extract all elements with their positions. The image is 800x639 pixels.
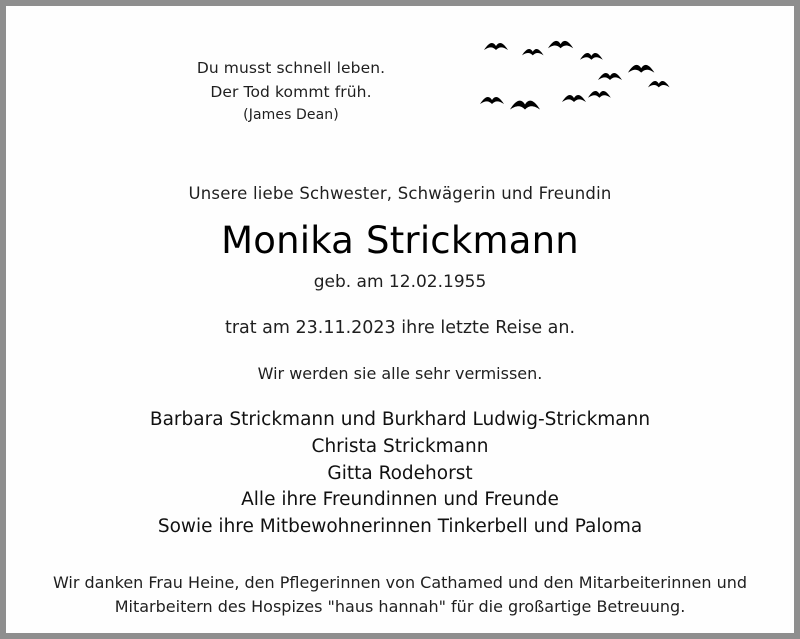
quote-attribution: (James Dean): [243, 107, 339, 124]
list-item: Alle ihre Freundinnen und Freunde: [241, 489, 559, 511]
obituary-inner: [6, 6, 794, 633]
missing-text: Wir werden sie alle sehr vermissen.: [257, 364, 543, 383]
flying-birds-flock-icon: [470, 30, 690, 150]
quote-block: [146, 56, 436, 127]
quote-line-1: Du musst schnell leben.: [196, 59, 386, 77]
list-item: Gitta Rodehorst: [327, 462, 473, 484]
list-item: Sowie ihre Mitbewohnerinnen Tinkerbell und Paloma: [157, 516, 643, 538]
passing-text: trat am 23.11.2023 ihre letzte Reise an.: [224, 318, 576, 338]
birth-date: geb. am 12.02.1955: [313, 272, 487, 292]
intro-text: Unsere liebe Schwester, Schwägerin und Freundin: [188, 184, 612, 203]
quote-line-2: Der Tod kommt früh.: [210, 83, 372, 102]
thanks-line-1: Wir danken Frau Heine, den Pflegerinnen von Cathamed und den Mitarbeiterinnen und: [52, 573, 748, 593]
mourners-list: [6, 407, 794, 541]
list-item: Christa Strickmann: [311, 435, 489, 457]
obituary-body: [6, 184, 794, 619]
thanks-text: [6, 571, 794, 619]
thanks-line-2: Mitarbeitern des Hospizes "haus hannah" für die großartige Betreuung.: [114, 597, 686, 617]
list-item: Barbara Strickmann und Burkhard Ludwig-Strickmann: [149, 409, 651, 430]
deceased-name: Monika Strickmann: [221, 219, 579, 262]
